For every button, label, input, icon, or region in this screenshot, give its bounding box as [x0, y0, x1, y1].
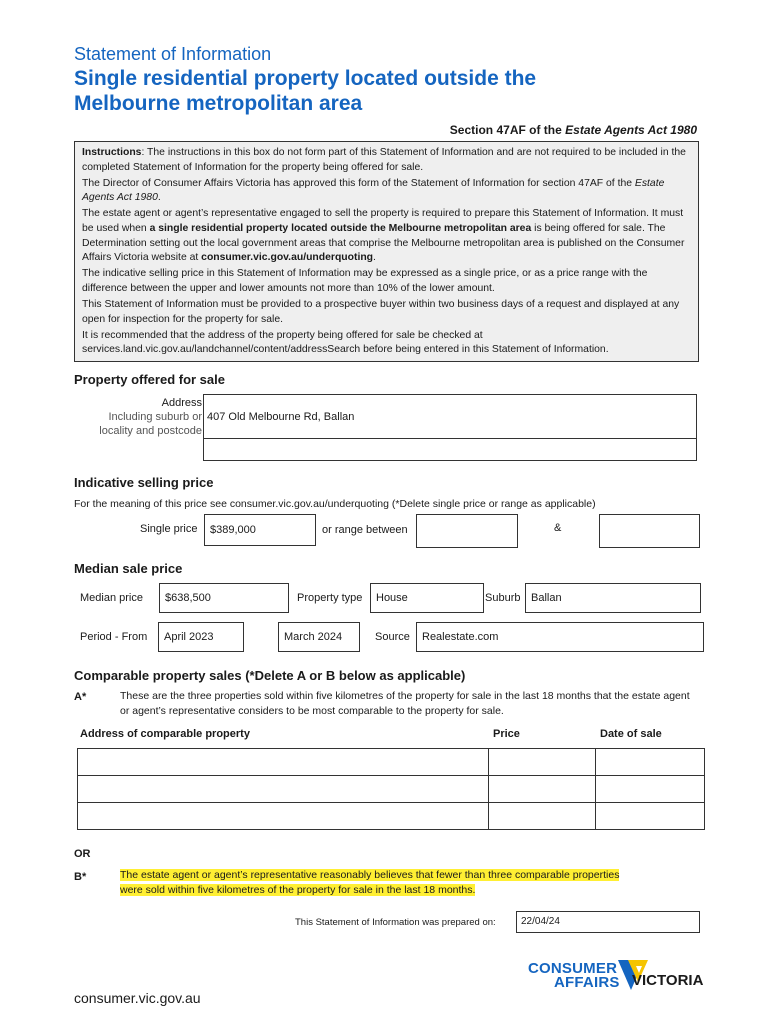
- logo-victoria: VICTORIA: [632, 972, 704, 989]
- option-b-line-2: were sold within five kilometres of the property for sale in the last 18 months.: [120, 884, 476, 896]
- period-label: Period - From: [80, 631, 148, 643]
- suburb-field[interactable]: Ballan: [525, 583, 701, 613]
- range-high-field[interactable]: [599, 514, 700, 548]
- median-price-field[interactable]: $638,500: [159, 583, 289, 613]
- period-from-field[interactable]: April 2023: [158, 622, 244, 652]
- instructions-para-2: [82, 177, 691, 206]
- or-label: OR: [74, 848, 91, 860]
- underquoting-url: consumer.vic.gov.au/underquoting: [201, 252, 374, 264]
- median-price-label: Median price: [80, 592, 143, 604]
- option-b-line-1: The estate agent or agent’s representative reasonably believes that fewer than three comparable properties: [120, 869, 620, 881]
- col-address-header: Address of comparable property: [80, 728, 250, 740]
- option-b-text: [120, 868, 619, 898]
- indicative-heading: Indicative selling price: [74, 475, 214, 490]
- instructions-text-3-end: .: [373, 252, 376, 264]
- suburb-label: Suburb: [485, 592, 521, 604]
- single-price-field[interactable]: $389,000: [204, 514, 316, 546]
- address-label-line-3: locality and postcode: [99, 425, 202, 437]
- instructions-text-3-bold: a single residential property located outside the Melbourne metropolitan area: [149, 222, 532, 234]
- period-to-field[interactable]: March 2024: [278, 622, 360, 652]
- logo-line-1: CONSUMER: [528, 960, 618, 977]
- range-low-field[interactable]: [416, 514, 518, 548]
- instructions-act: Estate Agents Act 1980: [82, 177, 665, 204]
- option-a-text: These are the three properties sold within five kilometres of the property for sale in the last 18 months that the estate agent or agent’s representative considers to be most comparable to the property for sale.: [120, 690, 690, 717]
- col-date-header: Date of sale: [600, 728, 662, 740]
- table-row: [78, 749, 705, 776]
- comparable-price-cell[interactable]: [489, 749, 596, 776]
- instructions-text-3b: is being offered for sale. The Determination setting out the local government areas that comprise the Melbourne metropolitan area is published on the Consumer Affairs Victoria website at: [82, 222, 685, 264]
- col-price-header: Price: [493, 728, 520, 740]
- title-line-2: Melbourne metropolitan area: [74, 92, 363, 115]
- median-heading: Median sale price: [74, 561, 183, 576]
- source-field[interactable]: Realestate.com: [416, 622, 704, 652]
- prepared-label: This Statement of Information was prepared on:: [295, 917, 496, 928]
- footer-url[interactable]: consumer.vic.gov.au: [74, 990, 201, 1006]
- table-row: [78, 776, 705, 803]
- property-heading: Property offered for sale: [74, 372, 225, 387]
- document-type: Statement of Information: [74, 44, 272, 64]
- comparable-price-cell[interactable]: [489, 803, 596, 830]
- address-field[interactable]: 407 Old Melbourne Rd, Ballan: [203, 394, 697, 461]
- section-reference: [450, 123, 697, 137]
- indicative-note: For the meaning of this price see consumer.vic.gov.au/underquoting (*Delete single price or range as applicable): [74, 498, 596, 510]
- address-divider: [203, 438, 697, 439]
- comparable-price-cell[interactable]: [489, 776, 596, 803]
- comparable-date-cell[interactable]: [596, 749, 705, 776]
- comparable-address-cell[interactable]: [78, 749, 489, 776]
- property-type-field[interactable]: House: [370, 583, 484, 613]
- option-a-label: A*: [74, 691, 87, 703]
- logo-line-2: AFFAIRS: [554, 974, 620, 991]
- section-act: Estate Agents Act 1980: [565, 123, 697, 137]
- comparable-address-cell[interactable]: [78, 776, 489, 803]
- range-label: or range between: [322, 524, 408, 536]
- comparable-heading: Comparable property sales (*Delete A or B below as applicable): [74, 668, 466, 683]
- instructions-text-2: The Director of Consumer Affairs Victoria has approved this form of the Statement of Information for section 47AF of the: [82, 177, 635, 189]
- consumer-affairs-victoria-logo: [526, 958, 704, 994]
- instructions-box: [74, 141, 699, 362]
- title-line-1: Single residential property located outside the: [74, 67, 537, 90]
- property-type-label: Property type: [297, 592, 363, 604]
- instructions-para-5: This Statement of Information must be provided to a prospective buyer within two business days of a request and displayed at any open for inspection for the property for sale.: [82, 298, 680, 325]
- prepared-date-field[interactable]: 22/04/24: [516, 911, 700, 933]
- instructions-para-4: The indicative selling price in this Statement of Information may be expressed as a single price, or as a price range with the difference between the upper and lower amounts not more than 10% of the lower amount.: [82, 268, 648, 294]
- page-title: [74, 66, 694, 116]
- comparable-table: [77, 748, 705, 830]
- source-label: Source: [375, 631, 410, 643]
- single-price-label: Single price: [140, 523, 198, 535]
- instructions-text-3a: The estate agent or agent’s representative engaged to sell the property is required to prepare this Statement of Information. It must be used when: [82, 208, 684, 234]
- instructions-para-3: [82, 207, 691, 265]
- table-row: [78, 803, 705, 830]
- instructions-text-2-end: .: [157, 192, 161, 204]
- address-label: [74, 396, 202, 438]
- address-label-line-2: Including suburb or: [108, 411, 202, 423]
- instructions-text-1: : The instructions in this box do not form part of this Statement of Information and are not required to be included in the completed Statement of Information for the property being offered for sale.: [82, 147, 686, 173]
- comparable-address-cell[interactable]: [78, 803, 489, 830]
- instructions-para-6: It is recommended that the address of the property being offered for sale be checked at services.land.vic.gov.au/landchannel/content/addressSearch before being entered in this Statement of Information.: [82, 329, 609, 356]
- instructions-para-1: [82, 146, 691, 175]
- section-prefix: Section 47AF of the: [449, 123, 566, 137]
- comparable-date-cell[interactable]: [596, 776, 705, 803]
- option-b-label: B*: [74, 871, 87, 883]
- address-label-line-1: Address: [161, 397, 202, 409]
- instructions-label: Instructions: [82, 147, 142, 158]
- comparable-date-cell[interactable]: [596, 803, 705, 830]
- range-ampersand: &: [554, 522, 562, 534]
